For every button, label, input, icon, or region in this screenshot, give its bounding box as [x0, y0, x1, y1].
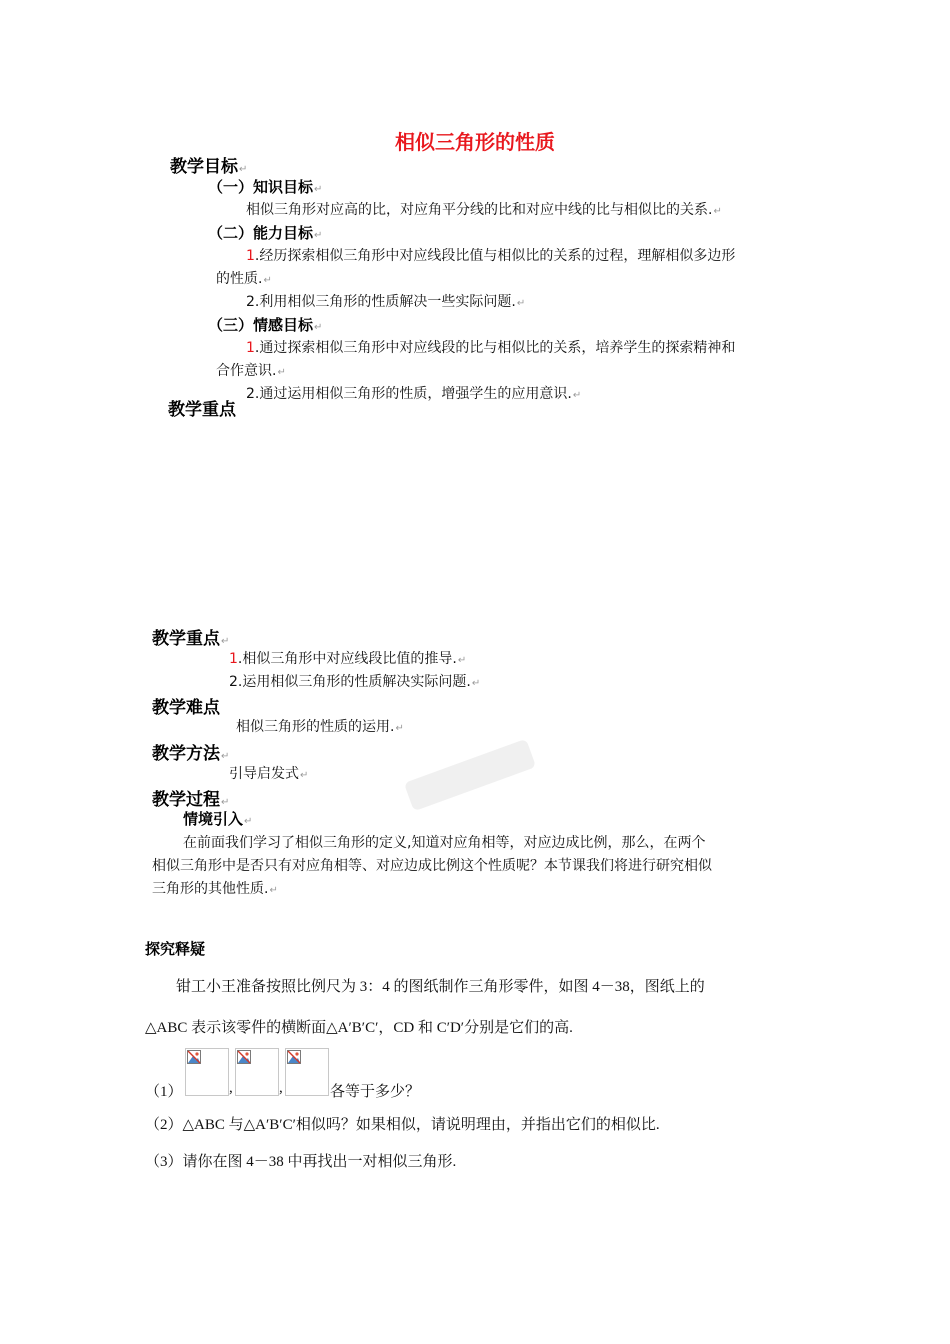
knowledge-objective-text [246, 199, 722, 219]
paragraph-mark-icon: ↵ [457, 655, 467, 666]
question-1-separator-2: , [279, 1080, 283, 1096]
paragraph-mark-icon: ↵ [221, 797, 230, 808]
key-point-item-1-text: .相似三角形中对应线段比值的推导. [237, 651, 457, 667]
paragraph-mark-icon: ↵ [516, 298, 526, 309]
broken-image-icon [237, 1050, 251, 1064]
paragraph-mark-icon: ↵ [395, 723, 404, 734]
objectives-heading-text: 教学目标 [170, 157, 238, 177]
emotion-item-1-line-2 [216, 360, 286, 380]
method-heading-text: 教学方法 [152, 744, 220, 764]
explore-para-line-1: 钳工小王准备按照比例尺为 3：4 的图纸制作三角形零件，如图 4－38，图纸上的 [176, 979, 705, 995]
emotion-item-1-text: .通过探索相似三角形中对应线段的比与相似比的关系，培养学生的探索精神和 [254, 340, 736, 356]
question-3: （3）请你在图 4－38 中再找出一对相似三角形. [145, 1154, 457, 1170]
emotion-objective-heading [208, 314, 322, 335]
broken-image-icon [187, 1050, 201, 1064]
ability-item-1-text-cont: 的性质. [216, 271, 263, 287]
emotion-item-1-line-1 [246, 337, 735, 357]
difficulty-heading [152, 693, 220, 718]
method-text [229, 763, 308, 783]
ability-item-1-line-2 [216, 268, 272, 288]
key-point-item-2-text: 2.运用相似三角形的性质解决实际问题. [229, 674, 471, 690]
knowledge-text: 相似三角形对应高的比，对应角平分线的比和对应中线的比与相似比的关系. [246, 202, 713, 218]
method-heading [152, 739, 229, 764]
paragraph-mark-icon: ↵ [471, 678, 481, 689]
paragraph-mark-icon: ↵ [263, 275, 272, 286]
ability-item-2 [246, 291, 525, 311]
intro-heading [183, 808, 252, 829]
ability-objective-heading [208, 222, 322, 243]
intro-line-3-text: 三角形的其他性质. [152, 881, 269, 897]
broken-image-icon [287, 1050, 301, 1064]
paragraph-mark-icon: ↵ [572, 390, 582, 401]
ability-heading-text: （二）能力目标 [208, 224, 314, 242]
emotion-item-1-text-cont: 合作意识. [216, 363, 277, 379]
method-text-content: 引导启发式 [229, 766, 299, 782]
paragraph-mark-icon: ↵ [314, 184, 323, 195]
question-1-separator-1: , [229, 1080, 233, 1096]
intro-line-3 [152, 878, 278, 898]
knowledge-objective-heading [208, 176, 322, 197]
question-1-prefix: （1） [145, 1084, 183, 1100]
intro-line-2: 相似三角形中是否只有对应角相等、对应边成比例这个性质呢？本节课我们将进行研究相似 [152, 858, 712, 874]
intro-line-1: 在前面我们学习了相似三角形的定义,知道对应角相等，对应边成比例，那么，在两个 [183, 835, 706, 851]
difficulty-heading-text: 教学难点 [152, 698, 220, 718]
knowledge-heading-text: （一）知识目标 [208, 178, 314, 196]
explore-heading: 探究释疑 [145, 940, 206, 958]
ability-item-2-text: 2.利用相似三角形的性质解决一些实际问题. [246, 294, 516, 310]
key-point-item-1-number: 1 [229, 651, 238, 667]
ability-item-1-line-1 [246, 245, 735, 265]
intro-heading-text: 情境引入 [183, 810, 244, 828]
paragraph-mark-icon: ↵ [314, 230, 323, 241]
paragraph-mark-icon: ↵ [300, 770, 309, 781]
process-heading [152, 785, 229, 810]
key-points-heading [152, 624, 229, 649]
ability-item-1-number: 1 [246, 248, 255, 264]
paragraph-mark-icon: ↵ [713, 206, 722, 217]
objectives-heading [170, 152, 247, 177]
difficulty-text-content: 相似三角形的性质的运用. [236, 719, 395, 735]
cut-off-heading-text: 教学重点 [168, 400, 236, 420]
cut-off-heading [168, 400, 248, 420]
formula-image-1 [185, 1048, 229, 1096]
question-2: （2）△ABC 与△A′B′C′相似吗？如果相似，请说明理由，并指出它们的相似比. [145, 1117, 660, 1133]
question-1-suffix: 各等于多少？ [330, 1084, 421, 1100]
paragraph-mark-icon: ↵ [277, 367, 286, 378]
key-point-item-1 [229, 648, 466, 668]
formula-image-2 [235, 1048, 279, 1096]
emotion-heading-text: （三）情感目标 [208, 316, 314, 334]
key-points-heading-text: 教学重点 [152, 629, 220, 649]
process-heading-text: 教学过程 [152, 790, 220, 810]
paragraph-mark-icon: ↵ [221, 751, 230, 762]
explore-para-line-2: △ABC 表示该零件的横断面△A′B′C′，CD 和 C′D′分别是它们的高. [145, 1020, 573, 1036]
page-title: 相似三角形的性质 [395, 130, 555, 154]
watermark-logo-icon [392, 718, 547, 832]
emotion-item-1-number: 1 [246, 340, 255, 356]
formula-image-3 [285, 1048, 329, 1096]
paragraph-mark-icon: ↵ [239, 164, 248, 175]
emotion-item-2 [246, 383, 581, 403]
paragraph-mark-icon: ↵ [221, 636, 230, 647]
key-point-item-2 [229, 671, 480, 691]
emotion-item-2-text: 2.通过运用相似三角形的性质，增强学生的应用意识. [246, 386, 572, 402]
ability-item-1-text: .经历探索相似三角形中对应线段比值与相似比的关系的过程，理解相似多边形 [254, 248, 736, 264]
paragraph-mark-icon: ↵ [269, 885, 278, 896]
difficulty-text [236, 716, 404, 736]
paragraph-mark-icon: ↵ [244, 816, 253, 827]
paragraph-mark-icon: ↵ [314, 322, 323, 333]
